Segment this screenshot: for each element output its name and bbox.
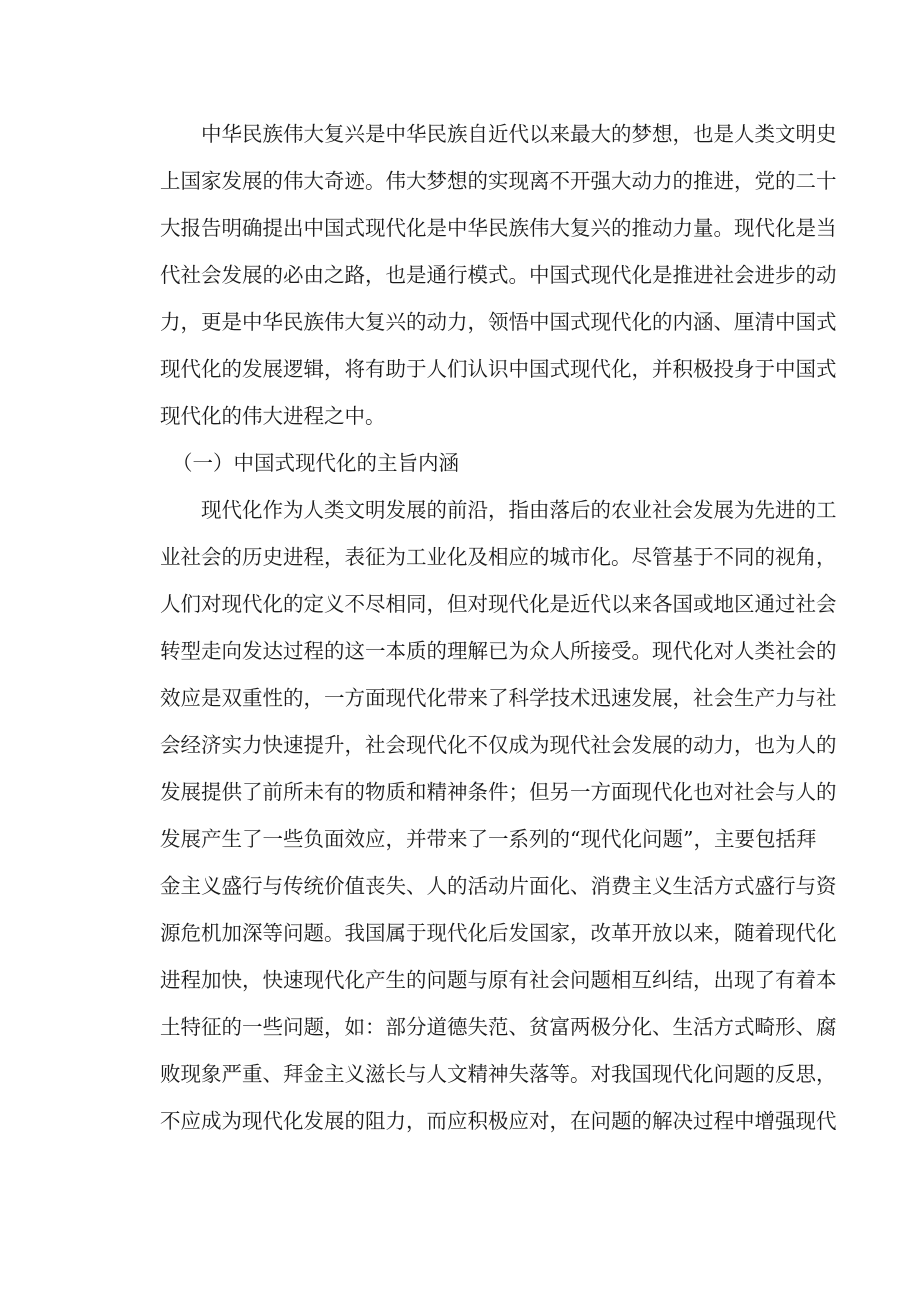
text-line: 源危机加深等问题。我国属于现代化后发国家，改革开放以来，随着现代化 — [160, 921, 837, 945]
text-line: 人们对现代化的定义不尽相同，但对现代化是近代以来各国或地区通过社会 — [160, 592, 837, 616]
text-line: 现代化作为人类文明发展的前沿，指由落后的农业社会发展为先进的工 — [201, 498, 837, 522]
paragraph-intro — [160, 111, 837, 440]
text-line: 大报告明确提出中国式现代化是中华民族伟大复兴的推动力量。现代化是当 — [160, 216, 837, 240]
text-line: 进程加快，快速现代化产生的问题与原有社会问题相互纠结，出现了有着本 — [160, 968, 837, 992]
text-line: 业社会的历史进程，表征为工业化及相应的城市化。尽管基于不同的视角， — [160, 545, 837, 569]
document-body — [160, 111, 837, 1145]
section-heading: （一）中国式现代化的主旨内涵 — [172, 451, 459, 475]
text-line: 金主义盛行与传统价值丧失、人的活动片面化、消费主义生活方式盛行与资 — [160, 874, 837, 898]
text-line: 力，更是中华民族伟大复兴的动力，领悟中国式现代化的内涵、厘清中国式 — [160, 310, 837, 334]
text-line: 现代化的伟大进程之中。 — [160, 404, 386, 428]
paragraph-main — [160, 487, 837, 1145]
text-line: 现代化的发展逻辑，将有助于人们认识中国式现代化，并积极投身于中国式 — [160, 357, 837, 381]
text-line: 发展提供了前所未有的物质和精神条件；但另一方面现代化也对社会与人的 — [160, 780, 837, 804]
text-line: 转型走向发达过程的这一本质的理解已为众人所接受。现代化对人类社会的 — [160, 639, 837, 663]
text-line: 会经济实力快速提升，社会现代化不仅成为现代社会发展的动力，也为人的 — [160, 733, 837, 757]
text-line: 土特征的一些问题，如：部分道德失范、贫富两极分化、生活方式畸形、腐 — [160, 1015, 837, 1039]
text-line: 不应成为现代化发展的阻力，而应积极应对，在问题的解决过程中增强现代 — [160, 1109, 837, 1133]
text-line: 上国家发展的伟大奇迹。伟大梦想的实现离不开强大动力的推进，党的二十 — [160, 169, 837, 193]
text-line: 效应是双重性的，一方面现代化带来了科学技术迅速发展，社会生产力与社 — [160, 686, 837, 710]
text-line: 中华民族伟大复兴是中华民族自近代以来最大的梦想，也是人类文明史 — [201, 122, 837, 146]
text-line: 败现象严重、拜金主义滋长与人文精神失落等。对我国现代化问题的反思， — [160, 1062, 837, 1086]
text-line: 发展产生了一些负面效应，并带来了一系列的“现代化问题”，主要包括拜 — [160, 827, 817, 851]
text-line: 代社会发展的必由之路，也是通行模式。中国式现代化是推进社会进步的动 — [160, 263, 837, 287]
